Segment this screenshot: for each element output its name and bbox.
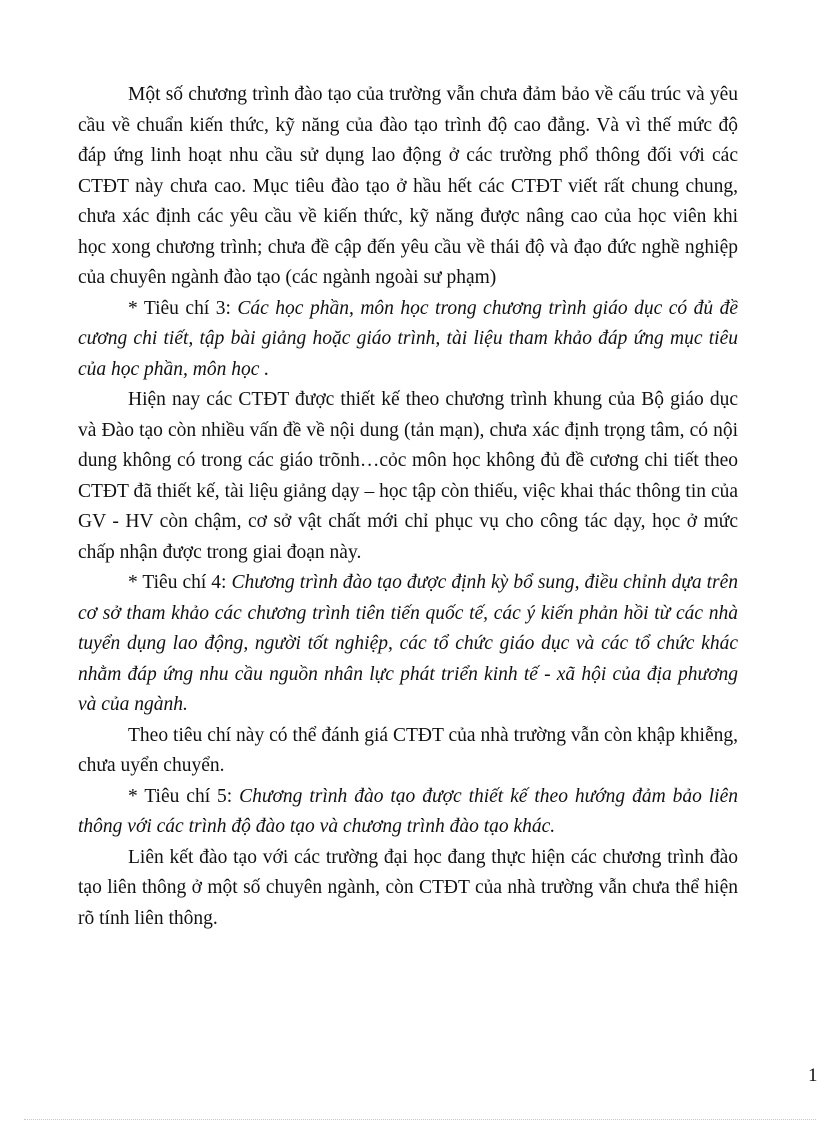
page-number: 1 <box>808 1065 818 1086</box>
criterion-4 <box>78 568 738 721</box>
paragraph-structure-issues: Một số chương trình đào tạo của trường vẫn chưa đảm bảo về cấu trúc và yêu cầu về chuẩn kiến thức, kỹ năng của đào tạo trình độ cao đẳng. Và vì thế mức độ đáp ứng linh hoạt nhu cầu sử dụng lao động ở các trường phổ thông đối với các CTĐT này chưa cao. Mục tiêu đào tạo ở hầu hết các CTĐT viết rất chung chung, chưa xác định các yêu cầu về kiến thức, kỹ năng được nâng cao của học viên khi học xong chương trình; chưa đề cập đến yêu cầu về thái độ và đạo đức nghề nghiệp của chuyên ngành đào tạo (các ngành ngoài sư phạm) <box>78 84 738 288</box>
criterion-4-label: * Tiêu chí 4: <box>128 572 232 593</box>
paragraph-curriculum-status: Hiện nay các CTĐT được thiết kế theo chương trình khung của Bộ giáo dục và Đào tạo còn nhiều vấn đề về nội dung (tản mạn), chưa xác định trọng tâm, có nội dung không có trong các giáo trõnh…cỏc môn học không đủ đề cương chi tiết theo CTĐT đã thiết kế, tài liệu giảng dạy – học tập còn thiếu, việc khai thác thông tin của GV - HV còn chậm, cơ sở vật chất mới chỉ phục vụ cho công tác dạy, học ở mức chấp nhận được trong giai đoạn này. <box>78 389 738 563</box>
criterion-5-text: Chương trình đào tạo được thiết kế theo hướng đảm bảo liên thông với các trình độ đào tạo và chương trình đào tạo khác. <box>78 785 738 837</box>
paragraph-evaluation: Theo tiêu chí này có thể đánh giá CTĐT của nhà trường vẫn còn khập khiễng, chưa uyển chuyển. <box>78 724 738 776</box>
criterion-5 <box>78 782 738 843</box>
paragraph-partnership: Liên kết đào tạo với các trường đại học đang thực hiện các chương trình đào tạo liên thông ở một số chuyên ngành, còn CTĐT của nhà trường vẫn chưa thể hiện rõ tính liên thông. <box>78 846 738 929</box>
page-body <box>78 80 738 934</box>
criterion-3-text: Các học phần, môn học trong chương trình giáo dục có đủ đề cương chi tiết, tập bài giảng hoặc giáo trình, tài liệu tham khảo đáp ứng mục tiêu của học phần, môn học . <box>78 297 739 380</box>
criterion-3-label: * Tiêu chí 3: <box>128 297 238 319</box>
criterion-5-label: * Tiêu chí 5: <box>128 785 240 807</box>
criterion-3 <box>78 294 738 386</box>
page-bottom-divider <box>24 1119 816 1120</box>
criterion-4-text: Chương trình đào tạo được định kỳ bổ sung, điều chỉnh dựa trên cơ sở tham khảo các chương trình tiên tiến quốc tế, các ý kiến phản hồi từ các nhà tuyển dụng lao động, người tốt nghiệp, các tổ chức giáo dục và các tổ chức khác nhằm đáp ứng nhu cầu nguồn nhân lực phát triển kinh tế - xã hội của địa phương và của ngành. <box>78 572 738 715</box>
